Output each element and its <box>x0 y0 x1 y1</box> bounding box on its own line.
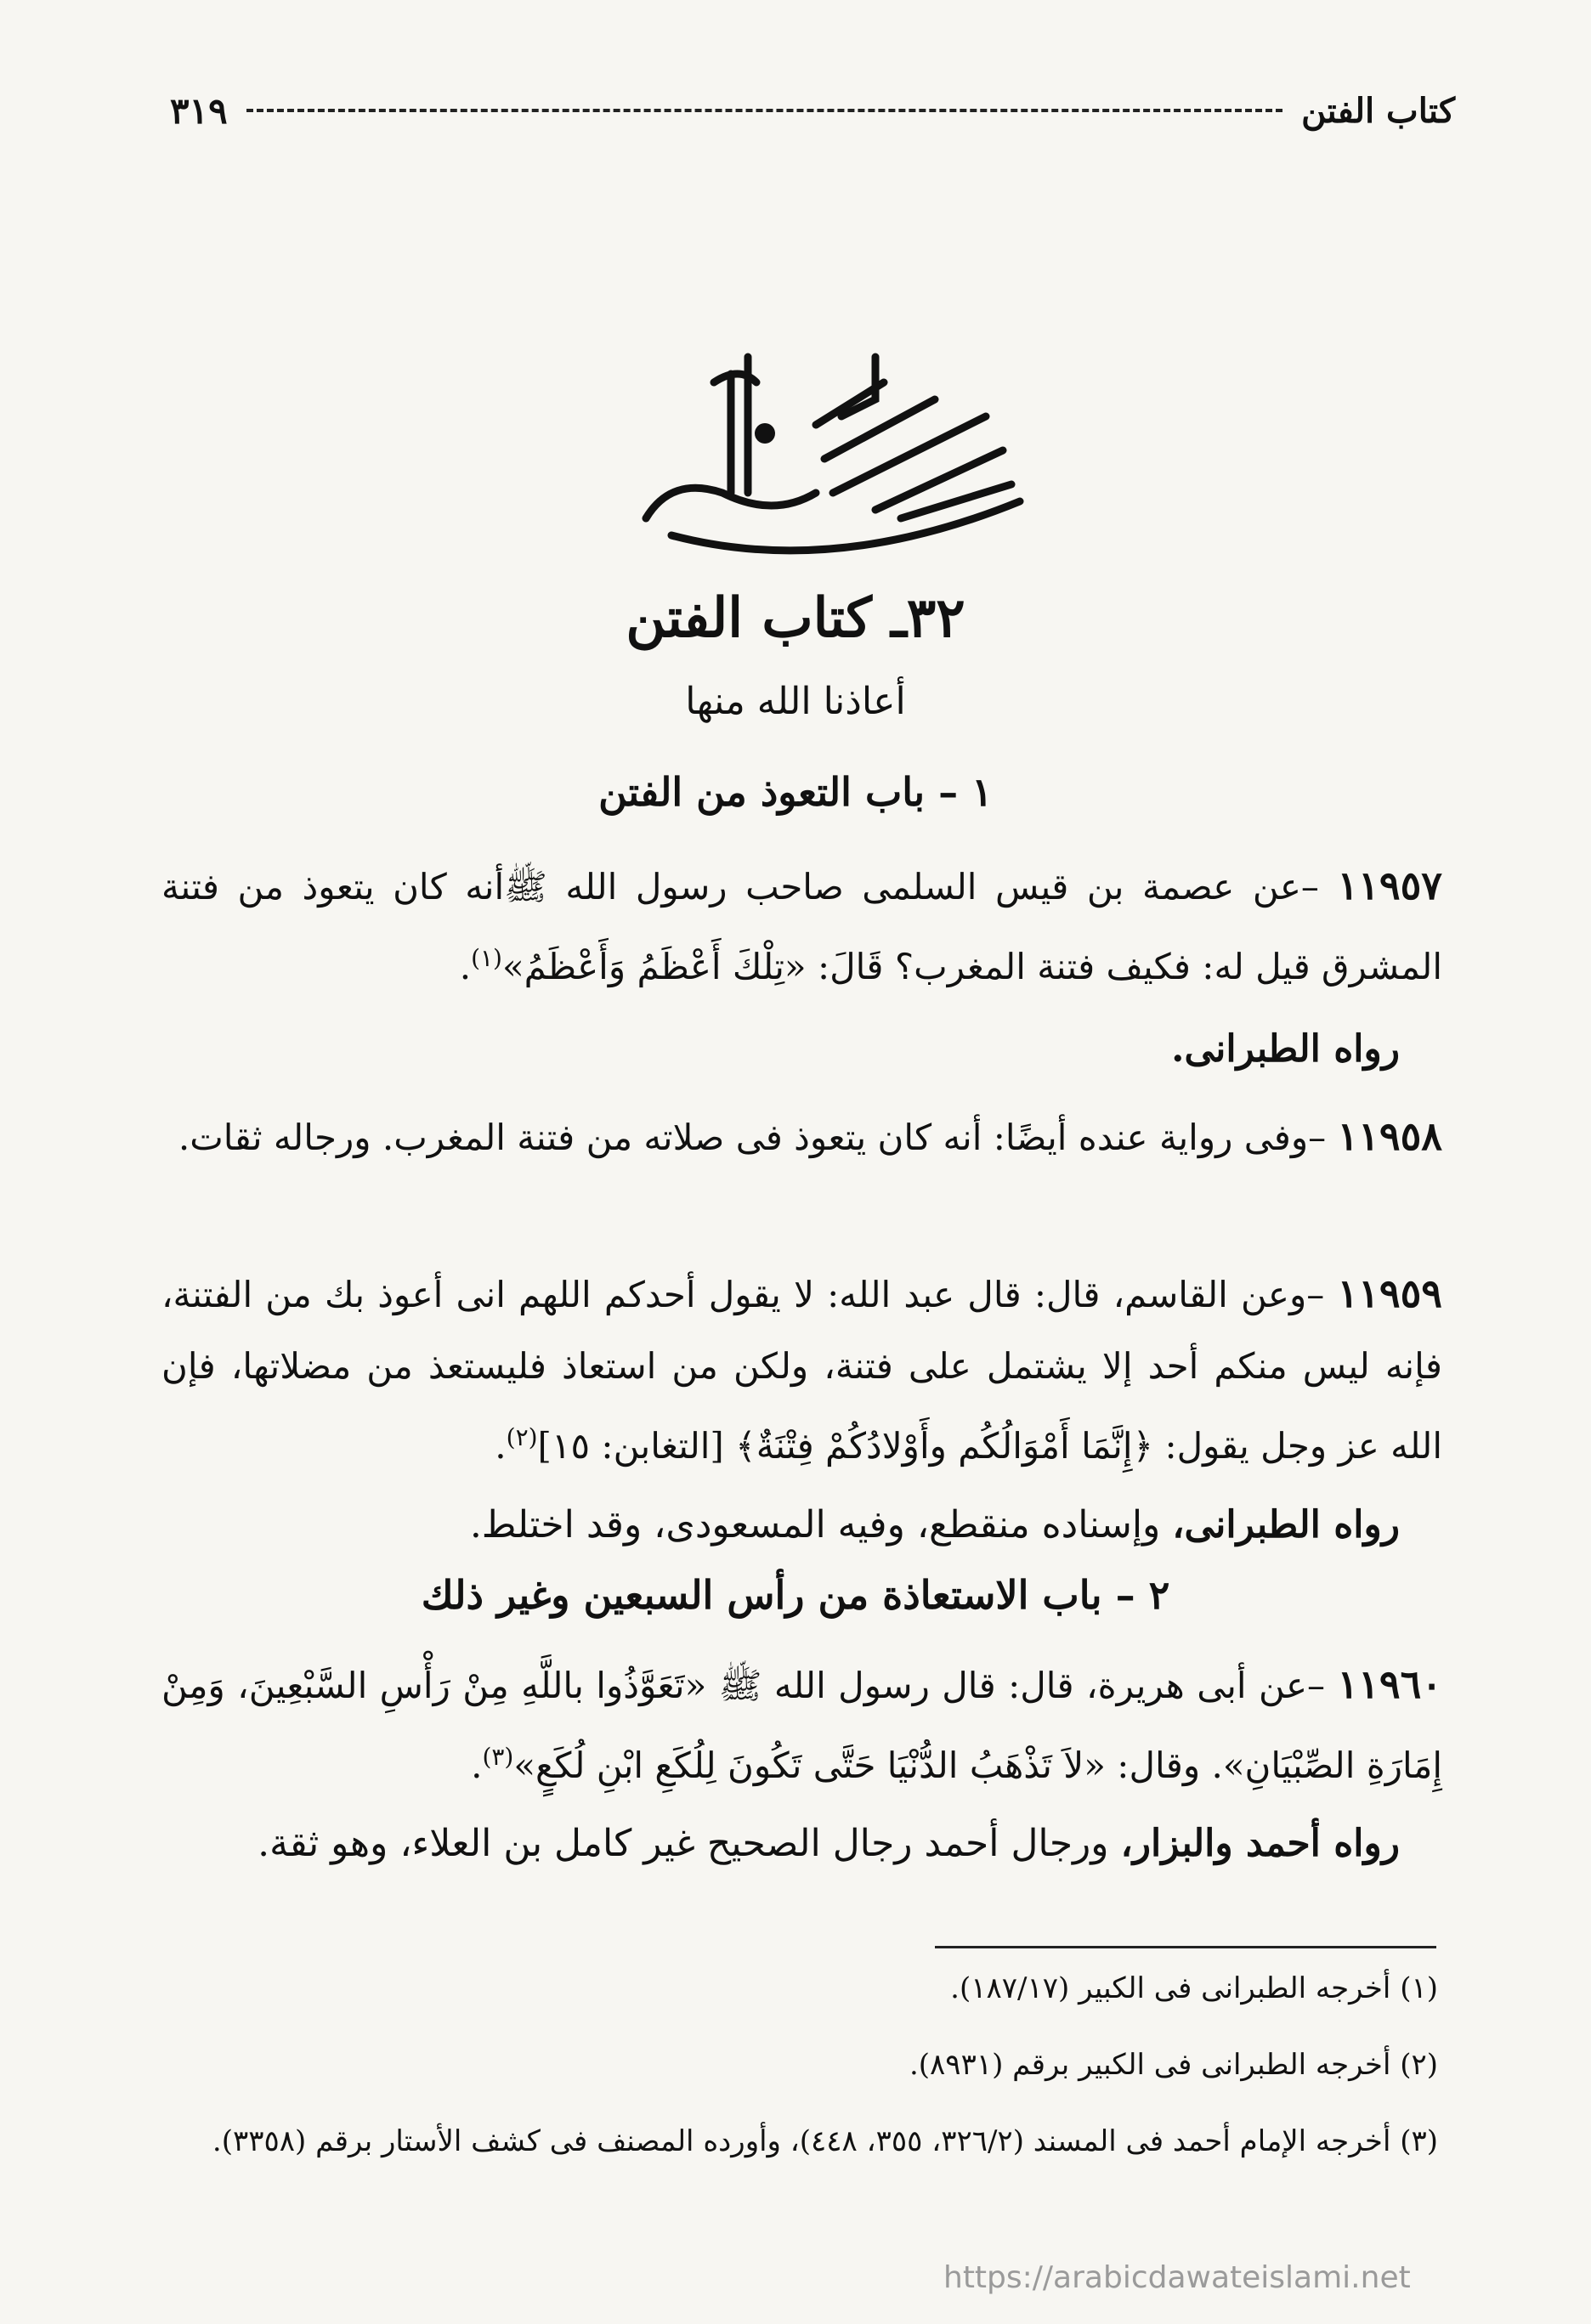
narrator: رواه الطبرانى. <box>1171 1027 1400 1071</box>
footnote-1: (١) أخرجه الطبرانى فى الكبير (١٨٧/١٧). <box>950 1971 1438 2005</box>
book-subtitle: أعاذنا الله منها <box>685 680 906 723</box>
narration-comment: ورجال أحمد رجال الصحيح غير كامل بن العلاء، وهو ثقة. <box>258 1822 1121 1865</box>
hadith-end: . <box>459 946 472 987</box>
narration-comment: وإسناده منقطع، وفيه المسعودى، وقد اختلط. <box>469 1503 1173 1547</box>
hadith-number: ١١٩٥٧ <box>1337 862 1442 908</box>
hadith-11957 <box>161 850 1442 1003</box>
watermark-url: https://arabicdawateislami.net <box>943 2260 1411 2295</box>
book-title: ٣٢ـ كتاب الفتن <box>626 586 965 650</box>
footnote-2: (٢) أخرجه الطبرانى فى الكبير برقم (٨٩٣١). <box>909 2048 1438 2082</box>
hadith-end: . <box>495 1425 507 1467</box>
footnote-ref: (٢) <box>506 1423 538 1451</box>
hadith-text: –عن أبى هريرة، قال: قال رسول الله ﷺ «تَعَوَّذُوا باللَّهِ مِنْ رَأْسِ السَّبْعِينَ، وَمِنْ إِمَارَةِ الصِّبْيَانِ». وقال: «لاَ تَذْهَبُ الدُّنْيَا حَتَّى تَكُونَ لِلُكَعِ ابْنِ لُكَعٍ» <box>161 1665 1442 1786</box>
narration-note-3 <box>161 1810 1400 1878</box>
hadith-number: ١١٩٥٩ <box>1337 1270 1442 1316</box>
running-header <box>170 81 1455 140</box>
header-dashed-rule <box>246 109 1282 112</box>
hadith-11960 <box>161 1648 1442 1801</box>
footnote-3: (٣) أخرجه الإمام أحمد فى المسند (٣٢٦/٢، ٣٥٥، ٤٤٨)، وأورده المصنف فى كشف الأستار برقم (٣٣٥٨). <box>212 2124 1438 2158</box>
header-book-title: كتاب الفتن <box>1301 90 1455 131</box>
narrator: رواه أحمد والبزار، <box>1120 1822 1400 1865</box>
hadith-number: ١١٩٦٠ <box>1337 1661 1442 1707</box>
narration-note-1 <box>161 1015 1400 1083</box>
page-number: ٣١٩ <box>170 89 228 132</box>
footnote-ref: (٣) <box>482 1743 514 1771</box>
hadith-end: . <box>471 1744 483 1786</box>
narrator: رواه الطبرانى، <box>1172 1503 1400 1547</box>
footnote-divider <box>935 1946 1436 1948</box>
hadith-11958 <box>161 1100 1442 1173</box>
basmala-calligraphy-icon <box>620 323 1045 578</box>
section-heading-2: ٢ – باب الاستعاذة من رأس السبعين وغير ذلك <box>421 1572 1170 1618</box>
narration-note-2 <box>161 1491 1400 1559</box>
hadith-11959 <box>161 1258 1442 1482</box>
footnote-ref: (١) <box>471 944 502 972</box>
hadith-text: –وفى رواية عنده أيضًا: أنه كان يتعوذ فى صلاته من فتنة المغرب. ورجاله ثقات. <box>178 1117 1338 1158</box>
hadith-text: –وعن القاسم، قال: قال عبد الله: لا يقول أحدكم اللهم انى أعوذ بك من الفتنة، فإنه ليس منكم أحد إلا يشتمل على فتنة، ولكن من استعاذ فليستعذ من مضلاتها، فإن الله عز وجل يقول: ﴿إِنَّمَا أَمْوَالُكُم وأَوْلادُكُمْ فِتْنَةٌ﴾ [التغابن: ١٥] <box>161 1274 1442 1467</box>
section-heading-1: ١ – باب التعوذ من الفتن <box>598 769 993 815</box>
hadith-text: –عن عصمة بن قيس السلمى صاحب رسول الله ﷺأنه كان يتعوذ من فتنة المشرق قيل له: فكيف فتنة المغرب؟ قَالَ: «تِلْكَ أَعْظَمُ وَأَعْظَمُ» <box>161 866 1442 987</box>
hadith-number: ١١٩٥٨ <box>1337 1113 1442 1159</box>
